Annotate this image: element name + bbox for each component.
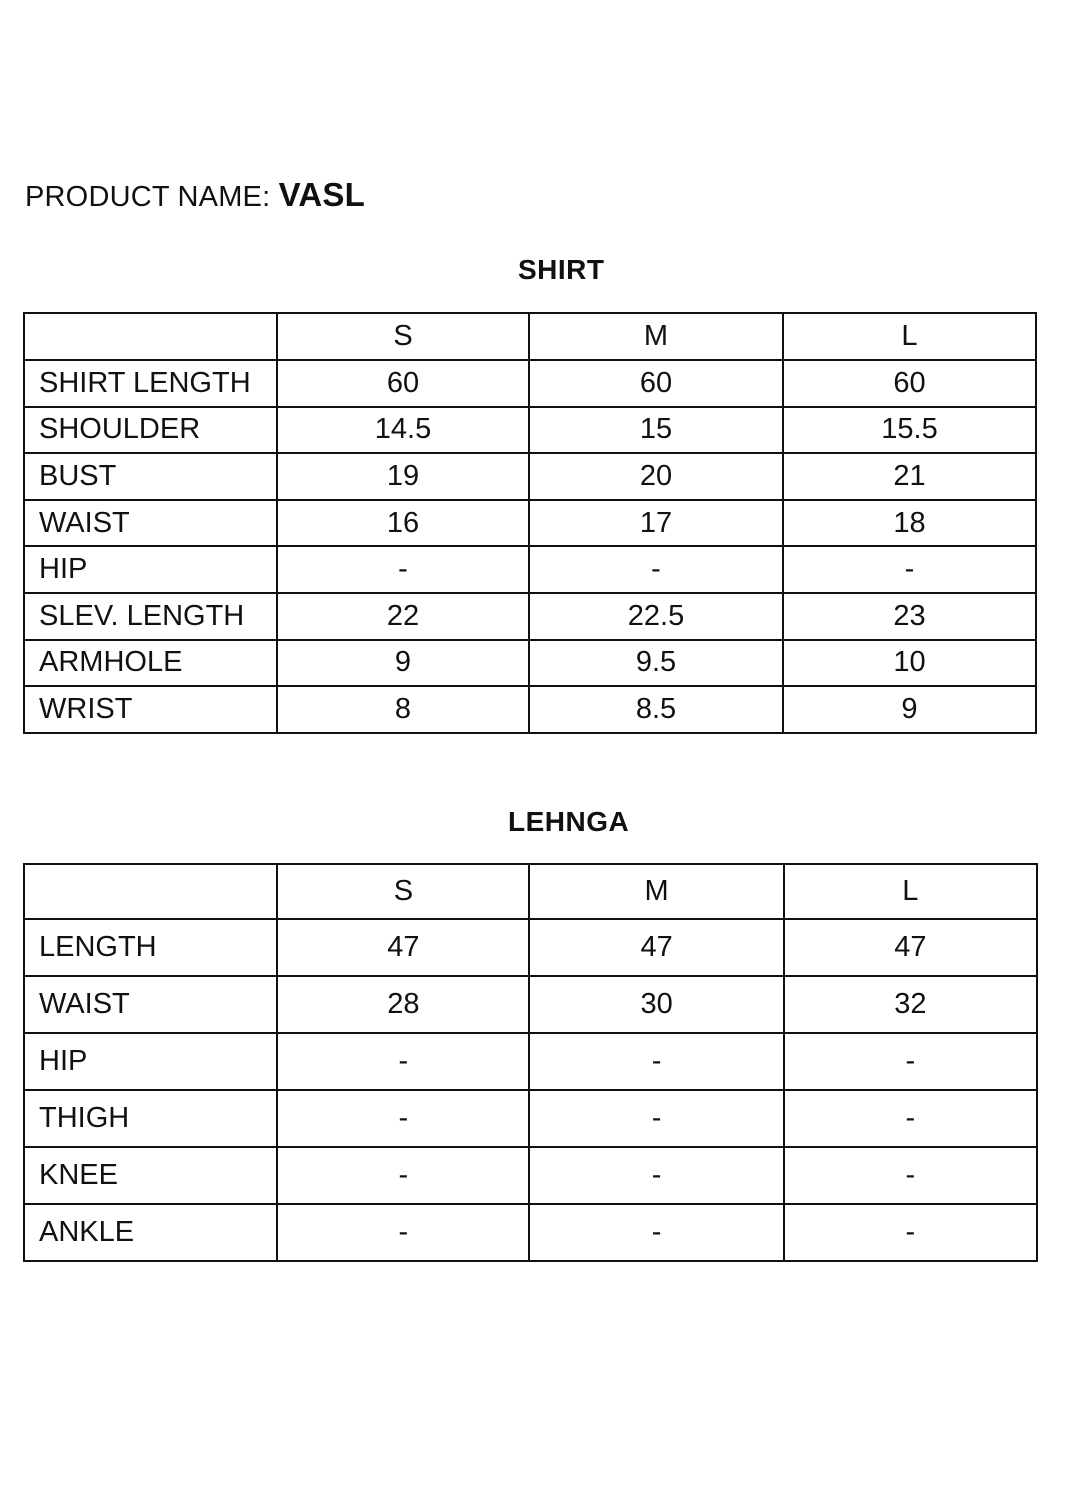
value-s: 28 xyxy=(277,976,529,1033)
table-row xyxy=(24,1033,1037,1090)
row-label: WRIST xyxy=(24,686,277,733)
value-s: - xyxy=(277,1147,529,1204)
value-m: 30 xyxy=(529,976,783,1033)
value-l: 18 xyxy=(783,500,1036,547)
value-s: 9 xyxy=(277,640,529,687)
value-m: 17 xyxy=(529,500,783,547)
lehnga-size-table xyxy=(23,863,1038,1262)
value-l: - xyxy=(784,1204,1037,1261)
header-cell-s: S xyxy=(277,864,529,919)
value-l: 9 xyxy=(783,686,1036,733)
table-row xyxy=(24,976,1037,1033)
table-row xyxy=(24,1204,1037,1261)
value-m: 22.5 xyxy=(529,593,783,640)
table-row xyxy=(24,360,1036,407)
value-m: - xyxy=(529,1090,783,1147)
value-s: 8 xyxy=(277,686,529,733)
table-row xyxy=(24,407,1036,454)
row-label: SHIRT LENGTH xyxy=(24,360,277,407)
row-label: BUST xyxy=(24,453,277,500)
row-label: ARMHOLE xyxy=(24,640,277,687)
table-header-row xyxy=(24,313,1036,360)
product-name-label: PRODUCT NAME: xyxy=(25,181,271,213)
value-m: 60 xyxy=(529,360,783,407)
value-s: 60 xyxy=(277,360,529,407)
table-row xyxy=(24,640,1036,687)
header-cell-m: M xyxy=(529,313,783,360)
value-m: - xyxy=(529,1033,783,1090)
header-cell-s: S xyxy=(277,313,529,360)
value-m: 8.5 xyxy=(529,686,783,733)
row-label: ANKLE xyxy=(24,1204,277,1261)
value-l: - xyxy=(783,546,1036,593)
value-s: 22 xyxy=(277,593,529,640)
value-s: 16 xyxy=(277,500,529,547)
row-label: WAIST xyxy=(24,976,277,1033)
value-m: 9.5 xyxy=(529,640,783,687)
table-row xyxy=(24,686,1036,733)
table-row xyxy=(24,1147,1037,1204)
product-name-value: VASL xyxy=(278,176,366,213)
header-cell-l: L xyxy=(783,313,1036,360)
table-row xyxy=(24,593,1036,640)
value-m: 47 xyxy=(529,919,783,976)
value-l: 60 xyxy=(783,360,1036,407)
table-row xyxy=(24,919,1037,976)
shirt-size-table xyxy=(23,312,1037,734)
value-l: - xyxy=(784,1090,1037,1147)
value-s: - xyxy=(277,1204,529,1261)
value-m: 20 xyxy=(529,453,783,500)
table-header-row xyxy=(24,864,1037,919)
row-label: HIP xyxy=(24,1033,277,1090)
table-row xyxy=(24,546,1036,593)
lehnga-section-title: LEHNGA xyxy=(508,806,630,837)
value-l: - xyxy=(784,1033,1037,1090)
row-label: THIGH xyxy=(24,1090,277,1147)
value-s: - xyxy=(277,546,529,593)
header-cell-empty xyxy=(24,864,277,919)
value-l: 21 xyxy=(783,453,1036,500)
value-s: 19 xyxy=(277,453,529,500)
row-label: KNEE xyxy=(24,1147,277,1204)
row-label: SLEV. LENGTH xyxy=(24,593,277,640)
table-row xyxy=(24,1090,1037,1147)
value-s: 14.5 xyxy=(277,407,529,454)
table-row xyxy=(24,453,1036,500)
value-m: - xyxy=(529,1204,783,1261)
shirt-section-title: SHIRT xyxy=(518,254,605,285)
value-l: - xyxy=(784,1147,1037,1204)
row-label: WAIST xyxy=(24,500,277,547)
value-s: 47 xyxy=(277,919,529,976)
value-s: - xyxy=(277,1033,529,1090)
header-cell-m: M xyxy=(529,864,783,919)
row-label: LENGTH xyxy=(24,919,277,976)
value-l: 47 xyxy=(784,919,1037,976)
value-l: 32 xyxy=(784,976,1037,1033)
table-row xyxy=(24,500,1036,547)
header-cell-empty xyxy=(24,313,277,360)
row-label: HIP xyxy=(24,546,277,593)
value-l: 23 xyxy=(783,593,1036,640)
product-name-line xyxy=(25,176,365,214)
value-l: 15.5 xyxy=(783,407,1036,454)
value-m: - xyxy=(529,546,783,593)
row-label: SHOULDER xyxy=(24,407,277,454)
value-s: - xyxy=(277,1090,529,1147)
header-cell-l: L xyxy=(784,864,1037,919)
value-m: 15 xyxy=(529,407,783,454)
value-l: 10 xyxy=(783,640,1036,687)
value-m: - xyxy=(529,1147,783,1204)
